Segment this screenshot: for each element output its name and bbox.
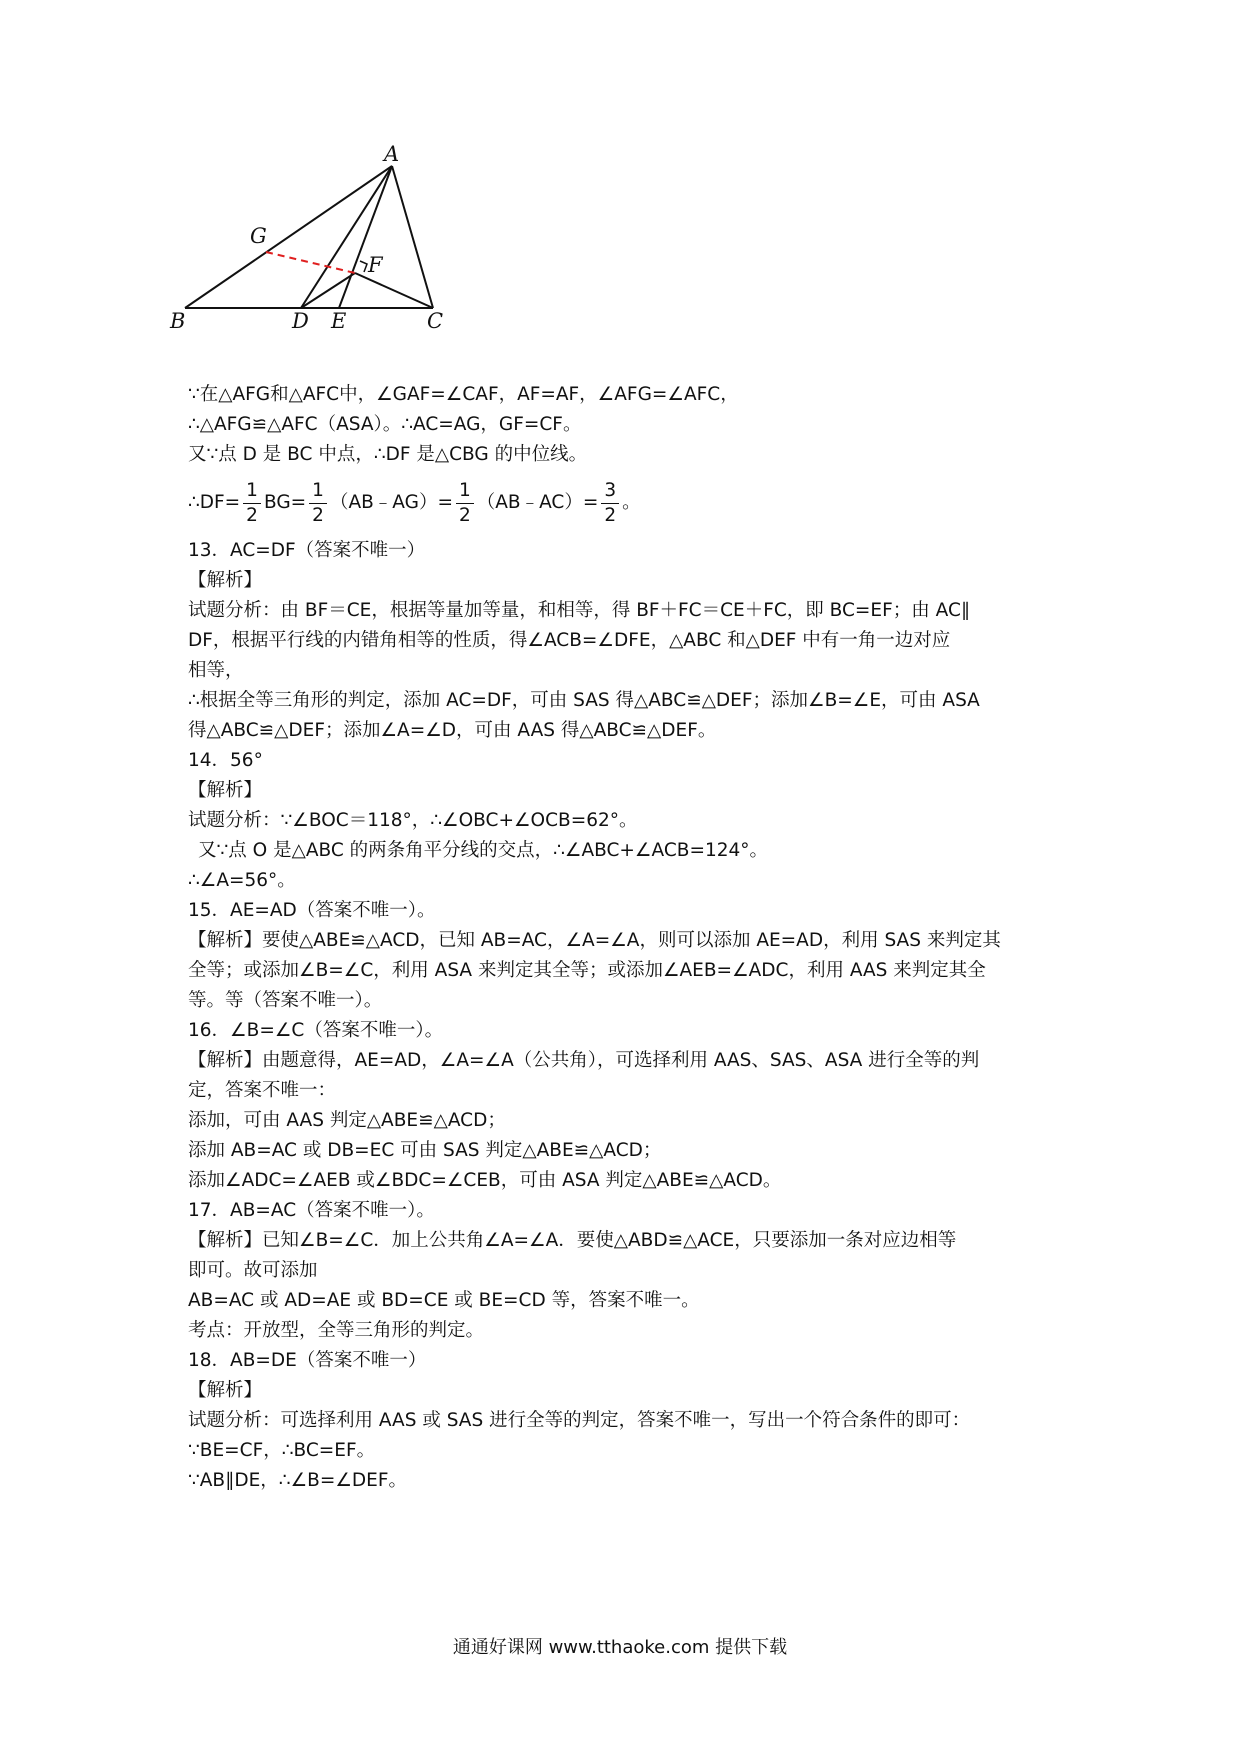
right-angle-mark — [360, 261, 367, 272]
fraction-denominator: 2 — [458, 504, 471, 526]
label-b: B — [170, 309, 186, 333]
text-line: 又∵点 D 是 BC 中点，∴DF 是△CBG 的中位线。 — [188, 444, 588, 465]
answer-heading: 16．∠B=∠C（答案不唯一）。 — [188, 1020, 444, 1041]
text-line: 【解析】要使△ABE≌△ACD，已知 AB=AC，∠A=∠A，则可以添加 AE=AD，利用 SAS 来判定其 — [188, 930, 1001, 951]
text-line: 又∵点 O 是△ABC 的两条角平分线的交点，∴∠ABC+∠ACB=124°。 — [198, 840, 769, 861]
solution-text — [188, 380, 1058, 1496]
analysis-label: 【解析】 — [188, 1380, 263, 1401]
text-line: 添加，可由 AAS 判定△ABE≌△ACD； — [188, 1110, 506, 1131]
text-line: AB=AC 或 AD=AE 或 BD=CE 或 BE=CD 等，答案不唯一。 — [188, 1290, 700, 1311]
analysis-label: 【解析】 — [188, 570, 263, 591]
label-f: F — [368, 253, 383, 277]
answer-heading: 17．AB=AC（答案不唯一）。 — [188, 1200, 435, 1221]
text-line: 得△ABC≌△DEF；添加∠A=∠D，可由 AAS 得△ABC≌△DEF。 — [188, 720, 717, 741]
answer-heading: 13．AC=DF（答案不唯一） — [188, 540, 426, 561]
text-line: 添加 AB=AC 或 DB=EC 可由 SAS 判定△ABE≌△ACD； — [188, 1140, 662, 1161]
text-line: 添加∠ADC=∠AEB 或∠BDC=∠CEB，可由 ASA 判定△ABE≌△ACD。 — [188, 1170, 782, 1191]
fraction-numerator: 1 — [243, 479, 261, 504]
segment-ab — [185, 166, 392, 308]
text-line: 【解析】由题意得，AE=AD，∠A=∠A（公共角），可选择利用 AAS、SAS、ASA 进行全等的判 — [188, 1050, 980, 1071]
label-e: E — [331, 309, 347, 333]
text-line: ∴∠A=56°。 — [188, 870, 296, 891]
fraction — [456, 479, 474, 528]
page-footer: 通通好课网 www.tthaoke.com 提供下载 — [452, 1637, 788, 1658]
equation-part: 。 — [622, 492, 641, 513]
text-line: 【解析】已知∠B=∠C．加上公共角∠A=∠A．要使△ABD≌△ACE，只要添加一条对应边相等 — [188, 1230, 957, 1251]
fraction — [309, 479, 327, 528]
text-line: 等。等（答案不唯一）。 — [188, 990, 383, 1011]
triangle-diagram — [170, 142, 500, 376]
text-line: ∵BE=CF，∴BC=EF。 — [188, 1440, 376, 1461]
text-line: 全等；或添加∠B=∠C，利用 ASA 来判定其全等；或添加∠AEB=∠ADC，利用 AAS 来判定其全 — [188, 960, 986, 981]
text-line: DF，根据平行线的内错角相等的性质，得∠ACB=∠DFE，△ABC 和△DEF 中有一角一边对应 — [188, 630, 951, 651]
fraction-denominator: 2 — [312, 504, 324, 526]
text-line: ∴△AFG≌△AFC（ASA）。∴AC=AG，GF=CF。 — [188, 414, 582, 435]
label-d: D — [292, 309, 309, 333]
fraction — [601, 479, 619, 528]
fraction-numerator: 1 — [309, 479, 327, 504]
equation-part: BG= — [263, 492, 307, 513]
analysis-label: 【解析】 — [188, 780, 263, 801]
text-line: 相等， — [188, 660, 244, 681]
text-line: 试题分析：由 BF＝CE，根据等量加等量，和相等，得 BF＋FC＝CE＋FC，即 BC=EF；由 AC∥ — [188, 600, 971, 621]
fraction-denominator: 2 — [246, 504, 258, 526]
text-line: 即可。故可添加 — [188, 1260, 318, 1281]
equation-line — [188, 470, 1058, 536]
triangle-figure — [170, 142, 500, 376]
segment-fc — [355, 273, 433, 308]
text-line: 定，答案不唯一： — [188, 1080, 337, 1101]
answer-heading: 15．AE=AD（答案不唯一）。 — [188, 900, 436, 921]
label-c: C — [427, 309, 444, 333]
fraction-numerator: 1 — [456, 479, 474, 504]
label-a: A — [384, 142, 400, 166]
label-g: G — [250, 224, 267, 248]
answer-heading: 18．AB=DE（答案不唯一） — [188, 1350, 427, 1371]
answer-heading: 14．56° — [188, 750, 263, 771]
text-line: ∵AB∥DE，∴∠B=∠DEF。 — [188, 1470, 408, 1491]
fraction-denominator: 2 — [604, 504, 617, 526]
equation-part: （AB﹣AG）= — [329, 492, 453, 513]
text-line: ∴根据全等三角形的判定，添加 AC=DF，可由 SAS 得△ABC≌△DEF；添加∠B=∠E，可由 ASA — [188, 690, 980, 711]
segment-gf-dashed — [266, 252, 355, 273]
text-line: 试题分析：∵∠BOC＝118°，∴∠OBC+∠OCB=62°。 — [188, 810, 638, 831]
text-line: ∵在△AFG和△AFC中，∠GAF=∠CAF，AF=AF，∠AFG=∠AFC， — [188, 384, 739, 405]
text-line: 试题分析：可选择利用 AAS 或 SAS 进行全等的判定，答案不唯一，写出一个符合条件的即可： — [188, 1410, 971, 1431]
fraction-numerator: 3 — [601, 479, 619, 504]
segment-ac — [392, 166, 433, 308]
text-line: 考点：开放型，全等三角形的判定。 — [188, 1320, 485, 1341]
segment-df — [301, 273, 355, 308]
fraction — [243, 479, 261, 528]
equation-part: （AB﹣AC）= — [476, 492, 599, 513]
equation-part: ∴DF= — [188, 492, 241, 513]
